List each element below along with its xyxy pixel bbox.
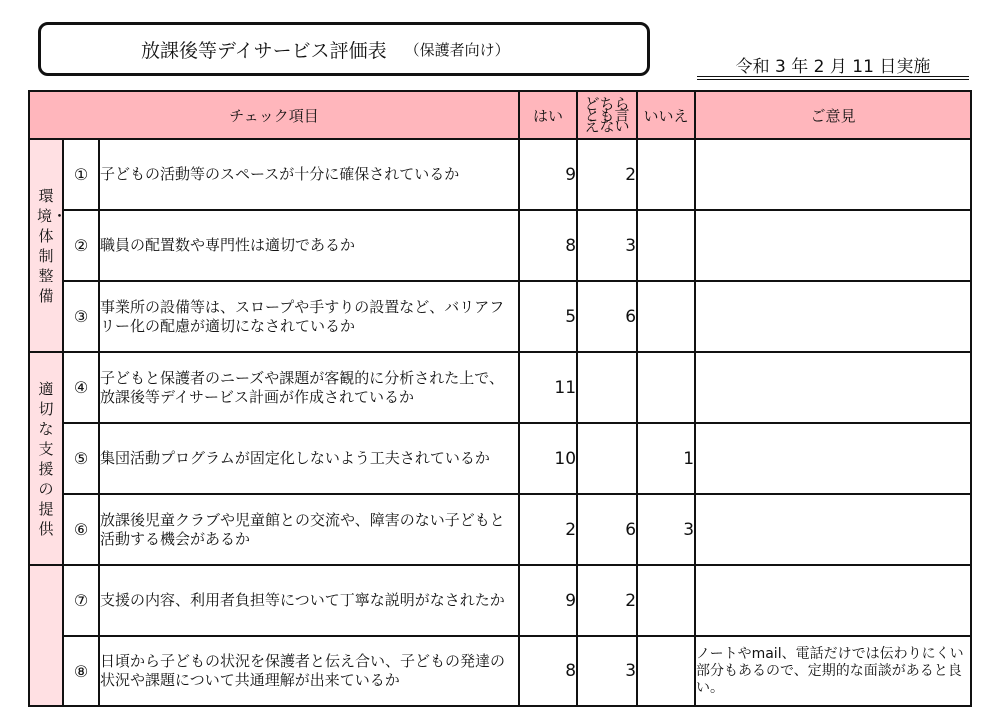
document-title: 放課後等デイサービス評価表 [141, 39, 387, 62]
table-row [29, 139, 971, 210]
no-count [637, 565, 695, 636]
yes-count: 8 [519, 636, 577, 706]
yes-count: 9 [519, 565, 577, 636]
neither-count: 6 [577, 281, 637, 352]
neither-count: 6 [577, 494, 637, 565]
row-number: ⑤ [63, 423, 99, 494]
table-header-row [29, 91, 971, 139]
yes-count: 8 [519, 210, 577, 281]
row-question: 日頃から子どもの状況を保護者と伝え合い、子どもの発達の状況や課題について共通理解が出来ているか [99, 636, 519, 706]
evaluation-table [28, 90, 972, 707]
category-label: 適切な支援の提供 [38, 379, 54, 538]
yes-count: 2 [519, 494, 577, 565]
table-row [29, 636, 971, 706]
no-count [637, 352, 695, 423]
header-yes: はい [519, 91, 577, 139]
opinion-cell [695, 352, 971, 423]
row-question: 集団活動プログラムが固定化しないよう工夫されているか [99, 423, 519, 494]
no-count [637, 139, 695, 210]
category-cell [29, 565, 63, 706]
opinion-cell [695, 423, 971, 494]
row-number: ⑥ [63, 494, 99, 565]
opinion-cell [695, 139, 971, 210]
category-cell [29, 139, 68, 352]
row-question: 職員の配置数や専門性は適切であるか [99, 210, 519, 281]
neither-count: 3 [577, 210, 637, 281]
title-box [38, 22, 650, 76]
no-count [637, 210, 695, 281]
table-row [29, 565, 971, 636]
opinion-cell: ノートやmail、電話だけでは伝わりにくい部分もあるので、定期的な面談があると良い。 [695, 636, 971, 706]
header-neither: どちらとも言えない [577, 91, 637, 139]
no-count [637, 636, 695, 706]
row-question: 放課後児童クラブや児童館との交流や、障害のない子どもと活動する機会があるか [99, 494, 519, 565]
opinion-cell [695, 210, 971, 281]
row-number: ① [63, 139, 99, 210]
header-no: いいえ [637, 91, 695, 139]
no-count: 3 [637, 494, 695, 565]
table-row [29, 210, 971, 281]
yes-count: 11 [519, 352, 577, 423]
opinion-cell [695, 281, 971, 352]
row-question: 支援の内容、利用者負担等について丁寧な説明がなされたか [99, 565, 519, 636]
row-number: ⑧ [63, 636, 99, 706]
category-label: 環境・体制整備 [37, 186, 68, 305]
row-number: ⑦ [63, 565, 99, 636]
no-count [637, 281, 695, 352]
header-opinion: ご意見 [695, 91, 971, 139]
header-check-item: チェック項目 [29, 91, 519, 139]
category-cell [29, 352, 63, 565]
row-question: 事業所の設備等は、スロープや手すりの設置など、バリアフリー化の配慮が適切になされているか [99, 281, 519, 352]
no-count: 1 [637, 423, 695, 494]
opinion-cell [695, 494, 971, 565]
neither-count: 2 [577, 139, 637, 210]
table-row [29, 281, 971, 352]
neither-count [577, 423, 637, 494]
row-number: ④ [63, 352, 99, 423]
yes-count: 10 [519, 423, 577, 494]
survey-date: 令和 3 年 2 月 11 日実施 [697, 52, 969, 80]
neither-count: 2 [577, 565, 637, 636]
table-row [29, 352, 971, 423]
yes-count: 5 [519, 281, 577, 352]
neither-count [577, 352, 637, 423]
row-number: ③ [63, 281, 99, 352]
row-question: 子どもの活動等のスペースが十分に確保されているか [99, 139, 519, 210]
row-number: ② [63, 210, 99, 281]
opinion-cell [695, 565, 971, 636]
yes-count: 9 [519, 139, 577, 210]
table-row [29, 494, 971, 565]
table-row [29, 423, 971, 494]
document-subtitle: （保護者向け） [404, 40, 510, 59]
row-question: 子どもと保護者のニーズや課題が客観的に分析された上で、放課後等デイサービス計画が作成されているか [99, 352, 519, 423]
neither-count: 3 [577, 636, 637, 706]
